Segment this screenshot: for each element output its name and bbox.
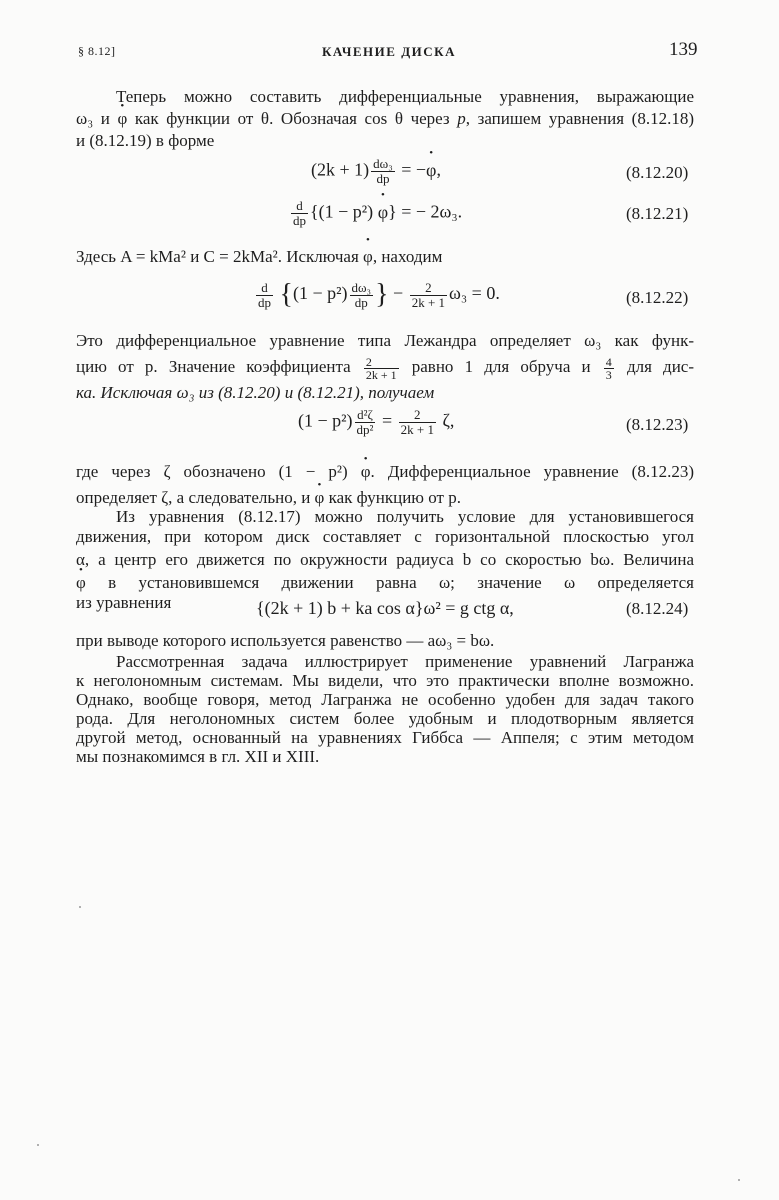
legendre-frac1-den: 2k + 1 xyxy=(365,367,397,382)
intro-line-2 xyxy=(76,108,694,130)
eq22-frac3-den: 2k + 1 xyxy=(411,294,446,310)
after-equation-text: при выводе которого используется равенство — aω₃ = bω. xyxy=(76,631,495,650)
eq21-frac-den: dp xyxy=(293,213,306,228)
mid-text-a: Здесь A = kMa² и C = 2kMa². Исключая xyxy=(76,247,364,266)
mid-sentence xyxy=(76,247,442,267)
zeta-text-a: где через ζ обозначено (1 − p²) xyxy=(76,462,361,481)
intro-line-3: и (8.12.19) в форме xyxy=(76,131,215,150)
eq20-rhs: = − xyxy=(396,159,427,180)
legendre-line-1: Это дифференциальное уравнение типа Лежандра определяет ω₃ как функ- xyxy=(76,331,694,350)
eq21-body-b: } = − 2ω₃. xyxy=(388,201,463,222)
page-number: 139 xyxy=(669,39,698,60)
legendre-text-b: равно 1 для обруча и xyxy=(400,357,602,376)
conclusion-line-6: мы познакомимся в гл. XII и XIII. xyxy=(76,747,320,766)
conclusion-line-4: рода. Для неголономных систем более удобным и плодотворным является xyxy=(76,709,694,728)
conclusion-line-5: другой метод, основанный на уравнениях Гиббса — Аппеля; с этим методом xyxy=(76,728,694,747)
equation-number-8-12-22: (8.12.22) xyxy=(626,288,689,307)
legendre-paragraph xyxy=(76,328,694,406)
equation-8-12-23 xyxy=(298,408,454,437)
eq21-fraction xyxy=(291,199,308,228)
eq23-frac2-num: 2 xyxy=(399,408,436,423)
eq22-frac2-den: dp xyxy=(354,294,368,310)
zeta-phi-dot-2: • φ xyxy=(315,485,325,511)
steady-line-3: α, а центр его движется по окружности радиуса b со скоростью bω. Величина xyxy=(76,550,694,569)
eq23-equals: = xyxy=(377,410,397,431)
legendre-line-2 xyxy=(76,354,694,380)
conclusion-line-3: Однако, вообще говоря, метод Лагранжа не особенно удобен для задач такого xyxy=(76,690,694,709)
eq23-tail: ζ, xyxy=(437,410,455,431)
eq22-frac1-den: dp xyxy=(258,294,271,310)
steady-text: в установившемся движении равна ω; значение ω определяется xyxy=(85,573,694,592)
eq21-body-a: {(1 − p²) xyxy=(310,201,378,222)
eq20-tail: , xyxy=(436,159,441,180)
eq22-brace-open: { xyxy=(279,279,293,310)
steady-line-1: Из уравнения (8.12.17) можно получить условие для установившегося xyxy=(116,507,694,526)
eq22-tail: ω₃ = 0. xyxy=(449,283,500,304)
zeta-text-c: определяет ζ, а следовательно, и xyxy=(76,488,315,507)
eq22-frac1-num: d xyxy=(256,281,273,296)
intro-line-1: Теперь можно составить дифференциальные уравнения, выражающие xyxy=(116,87,694,106)
legendre-frac2-num: 4 xyxy=(605,354,612,369)
eq21-phi-dot: • φ xyxy=(378,202,388,223)
zeta-line-1 xyxy=(76,459,694,485)
eq23-fraction-2 xyxy=(399,408,436,437)
equation-number-8-12-23: (8.12.23) xyxy=(626,415,689,434)
intro-p: p xyxy=(457,109,466,128)
equation-8-12-24: {(2k + 1) b + ka cos α}ω² = g ctg α, xyxy=(256,598,514,618)
eq20-lhs: (2k + 1) xyxy=(311,159,370,180)
phi-dot-symbol: • φ xyxy=(117,108,127,130)
conclusion-line-2: к неголономным системам. Мы видели, что это практически вполне возможно. xyxy=(76,671,694,690)
eq20-fraction xyxy=(371,157,395,186)
scan-speck xyxy=(79,906,81,908)
running-title: КАЧЕНИЕ ДИСКА xyxy=(322,44,456,59)
scan-speck xyxy=(37,1144,39,1146)
mid-phi-dot: • φ xyxy=(363,247,373,267)
eq22-fraction-1 xyxy=(256,281,273,310)
eq21-frac-num: d xyxy=(291,199,308,214)
intro-paragraph xyxy=(76,86,694,152)
eq22-brace-close: } xyxy=(375,279,389,310)
scan-speck xyxy=(738,1179,740,1181)
steady-phi-dot: • φ xyxy=(76,573,86,593)
eq23-frac1-den: dp² xyxy=(356,422,374,437)
intro-text: как функции от θ. Обозначая cos θ через xyxy=(127,109,458,128)
mid-text-b: , находим xyxy=(372,247,443,266)
equation-8-12-22 xyxy=(254,279,500,311)
eq23-frac1-num: d²ζ xyxy=(355,408,376,423)
zeta-paragraph xyxy=(76,459,694,511)
intro-omega: ω₃ и xyxy=(76,109,118,128)
eq22-fraction-3 xyxy=(410,281,447,310)
legendre-frac2-den: 3 xyxy=(605,367,612,382)
eq22-frac2-num: dω₃ xyxy=(351,279,372,295)
equation-8-12-21 xyxy=(289,199,462,228)
equation-number-8-12-21: (8.12.21) xyxy=(626,204,689,223)
steady-line-5: из уравнения xyxy=(76,593,172,612)
legendre-fraction-1 xyxy=(364,356,399,381)
eq20-frac-den: dp xyxy=(376,171,390,186)
legendre-frac1-num: 2 xyxy=(364,356,399,369)
steady-line-4 xyxy=(76,573,694,593)
steady-line-2: движения, при котором диск составляет с горизонтальной плоскостью угол xyxy=(76,527,694,546)
eq23-fraction-1 xyxy=(355,408,376,437)
zeta-text-b: . Дифференциальное уравнение (8.12.23) xyxy=(370,462,694,481)
eq23-frac2-den: 2k + 1 xyxy=(400,422,434,437)
eq23-lhs: (1 − p²) xyxy=(298,410,353,431)
conclusion-paragraph xyxy=(76,652,694,766)
zeta-phi-dot-1: • φ xyxy=(361,459,371,485)
eq22-minus: − xyxy=(388,283,408,304)
legendre-text-c: для дис- xyxy=(615,357,695,376)
eq22-inner: (1 − p²) xyxy=(292,283,348,304)
eq20-phi-dot: • φ xyxy=(426,160,436,181)
eq22-fraction-2 xyxy=(350,281,374,310)
legendre-text-a: цию от p. Значение коэффициента xyxy=(76,357,362,376)
zeta-text-d: как функцию от p. xyxy=(324,488,461,507)
eq22-frac3-num: 2 xyxy=(410,281,447,296)
equation-number-8-12-20: (8.12.20) xyxy=(626,163,689,182)
section-reference: § 8.12] xyxy=(78,44,116,58)
legendre-line-3: ка. Исключая ω₃ из (8.12.20) и (8.12.21), получаем xyxy=(76,383,435,402)
equation-8-12-20 xyxy=(311,157,441,186)
equation-number-8-12-24: (8.12.24) xyxy=(626,599,689,618)
conclusion-line-1: Рассмотренная задача иллюстрирует применение уравнений Лагранжа xyxy=(116,652,694,671)
eq20-frac-num: dω₃ xyxy=(373,156,393,171)
legendre-fraction-2 xyxy=(604,356,614,381)
intro-text-end: , запишем уравнения (8.12.18) xyxy=(465,109,694,128)
